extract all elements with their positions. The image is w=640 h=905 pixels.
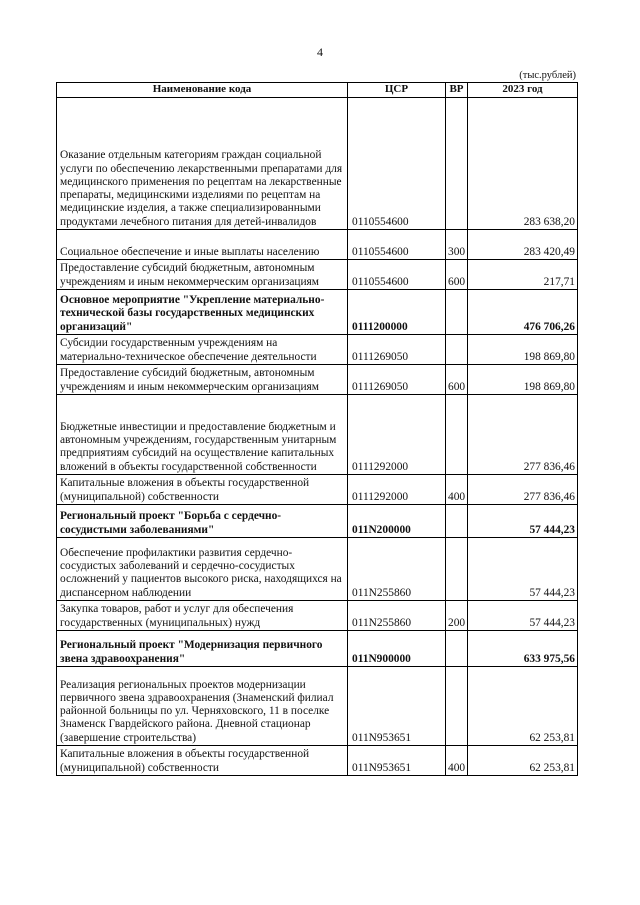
budget-table	[56, 82, 578, 776]
row-csr: 0111292000	[348, 395, 446, 475]
header-year: 2023 год	[468, 83, 578, 98]
row-csr: 011N953651	[348, 667, 446, 746]
row-vr	[446, 538, 468, 601]
row-csr: 011N255860	[348, 538, 446, 601]
row-name: Закупка товаров, работ и услуг для обеспечения государственных (муниципальных) нужд	[57, 601, 348, 631]
row-name: Капитальные вложения в объекты государственной (муниципальной) собственности	[57, 475, 348, 505]
table-row	[57, 601, 578, 631]
row-vr	[446, 395, 468, 475]
row-amount: 277 836,46	[468, 395, 578, 475]
row-name: Основное мероприятие "Укрепление материально-технической базы государственных медицинских организаций"	[57, 290, 348, 335]
row-csr: 0111200000	[348, 290, 446, 335]
row-vr: 200	[446, 601, 468, 631]
row-vr: 400	[446, 475, 468, 505]
row-amount: 62 253,81	[468, 746, 578, 776]
row-amount: 57 444,23	[468, 505, 578, 538]
row-name: Региональный проект "Борьба с сердечно-сосудистыми заболеваниями"	[57, 505, 348, 538]
row-csr: 011N200000	[348, 505, 446, 538]
row-vr	[446, 505, 468, 538]
table-row	[57, 365, 578, 395]
row-amount: 277 836,46	[468, 475, 578, 505]
table-row	[57, 505, 578, 538]
row-csr: 0111269050	[348, 365, 446, 395]
table-row	[57, 335, 578, 365]
units-label: (тыс.рублей)	[519, 70, 576, 81]
row-name: Социальное обеспечение и иные выплаты населению	[57, 230, 348, 260]
row-vr	[446, 667, 468, 746]
table-row	[57, 98, 578, 230]
row-name: Предоставление субсидий бюджетным, автономным учреждениям и иным некоммерческим организациям	[57, 365, 348, 395]
row-amount: 217,71	[468, 260, 578, 290]
row-csr: 0110554600	[348, 260, 446, 290]
row-vr: 600	[446, 260, 468, 290]
header-name: Наименование кода	[57, 83, 348, 98]
row-csr: 0110554600	[348, 98, 446, 230]
row-vr: 600	[446, 365, 468, 395]
table-row	[57, 260, 578, 290]
row-csr: 011N900000	[348, 631, 446, 667]
row-name: Обеспечение профилактики развития сердечно-сосудистых заболеваний и сердечно-сосудистых осложнений у пациентов высокого риска, находящихся на диспансерном наблюдении	[57, 538, 348, 601]
page-number: 4	[317, 45, 323, 59]
row-amount: 57 444,23	[468, 601, 578, 631]
table-row	[57, 538, 578, 601]
table-row	[57, 667, 578, 746]
header-vr: ВР	[446, 83, 468, 98]
table-row	[57, 631, 578, 667]
row-name: Бюджетные инвестиции и предоставление бюджетным и автономным учреждениям, государственным унитарным предприятиям субсидий на осуществление капитальных вложений в объекты государственной собственности	[57, 395, 348, 475]
row-name: Субсидии государственным учреждениям на материально-техническое обеспечение деятельности	[57, 335, 348, 365]
table-row	[57, 475, 578, 505]
row-vr	[446, 98, 468, 230]
row-name: Предоставление субсидий бюджетным, автономным учреждениям и иным некоммерческим организациям	[57, 260, 348, 290]
row-amount: 57 444,23	[468, 538, 578, 601]
row-vr	[446, 335, 468, 365]
row-amount: 198 869,80	[468, 335, 578, 365]
row-csr: 0111292000	[348, 475, 446, 505]
row-amount: 283 420,49	[468, 230, 578, 260]
row-amount: 476 706,26	[468, 290, 578, 335]
row-csr: 011N255860	[348, 601, 446, 631]
row-csr: 011N953651	[348, 746, 446, 776]
table-row	[57, 290, 578, 335]
table-header-row	[57, 83, 578, 98]
table-row	[57, 746, 578, 776]
row-amount: 283 638,20	[468, 98, 578, 230]
row-name: Оказание отдельным категориям граждан социальной услуги по обеспечению лекарственными препаратами для медицинского применения по рецептам на лекарственные препараты, медицинскими изделиями по рецептам на медицинские изделия, а также специализированными продуктами лечебного питания для детей-инвалидов	[57, 98, 348, 230]
row-vr: 300	[446, 230, 468, 260]
row-amount: 633 975,56	[468, 631, 578, 667]
row-name: Региональный проект "Модернизация первичного звена здравоохранения"	[57, 631, 348, 667]
row-csr: 0111269050	[348, 335, 446, 365]
row-amount: 198 869,80	[468, 365, 578, 395]
table-row	[57, 395, 578, 475]
row-name: Реализация региональных проектов модернизации первичного звена здравоохранения (Знаменский филиал районной больницы по ул. Черняховского, 11 в поселке Знаменск Гвардейского района. Дневной стационар (завершение строительства)	[57, 667, 348, 746]
row-vr	[446, 290, 468, 335]
row-vr: 400	[446, 746, 468, 776]
row-amount: 62 253,81	[468, 667, 578, 746]
row-csr: 0110554600	[348, 230, 446, 260]
table-row	[57, 230, 578, 260]
row-vr	[446, 631, 468, 667]
row-name: Капитальные вложения в объекты государственной (муниципальной) собственности	[57, 746, 348, 776]
header-csr: ЦСР	[348, 83, 446, 98]
